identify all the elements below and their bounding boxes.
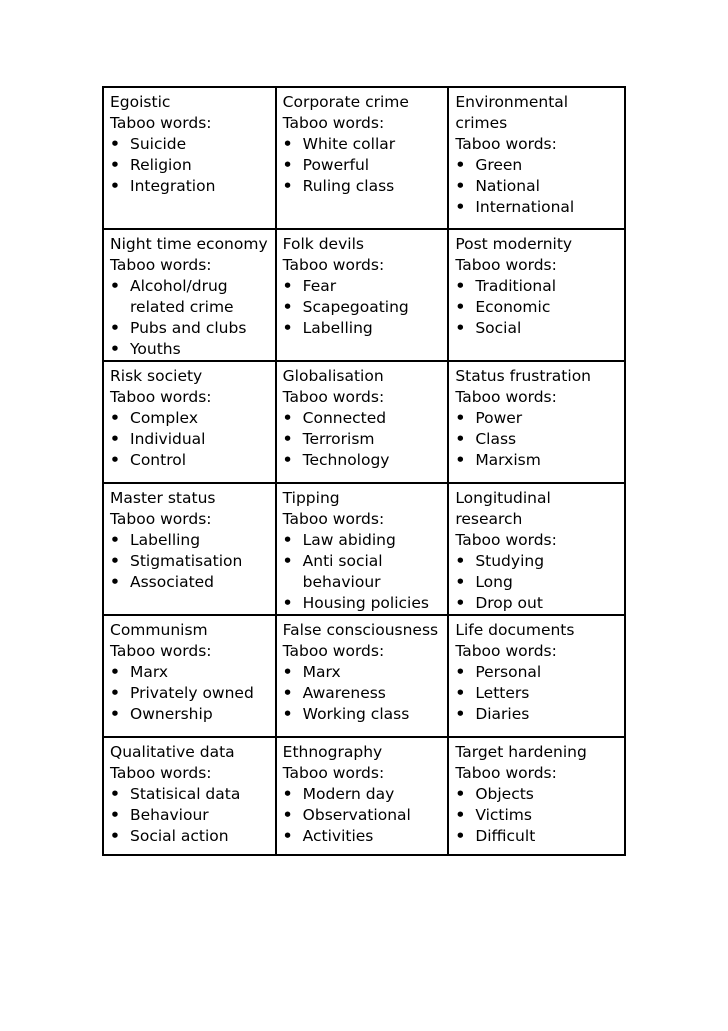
taboo-words-label: Taboo words:: [110, 642, 212, 660]
taboo-word: • Statisical data: [110, 784, 260, 805]
taboo-words-label: Taboo words:: [455, 764, 557, 782]
card-title: Night time economy: [110, 235, 268, 253]
taboo-word-list: [283, 276, 433, 339]
taboo-word-list: [455, 662, 605, 725]
taboo-card: [448, 361, 625, 483]
taboo-card: [448, 737, 625, 855]
taboo-words-label: Taboo words:: [455, 388, 557, 406]
taboo-word: • Integration: [110, 176, 260, 197]
taboo-word: • Working class: [283, 704, 433, 725]
card-title: Post modernity: [455, 235, 573, 253]
taboo-word: • Modern day: [283, 784, 433, 805]
card-title: research: [455, 510, 523, 528]
taboo-word: • Alcohol/drug related crime: [110, 276, 260, 318]
taboo-word: • Privately owned: [110, 683, 260, 704]
card-title: Ethnography: [282, 743, 383, 761]
taboo-word: • Technology: [283, 450, 433, 471]
table-row: [103, 229, 625, 361]
taboo-word-list: [455, 551, 605, 614]
taboo-word: • Economic: [455, 297, 605, 318]
taboo-words-label: Taboo words:: [110, 510, 212, 528]
taboo-word-list: [283, 408, 433, 471]
taboo-word: • Housing policies: [283, 593, 433, 614]
card-title: Environmental: [455, 93, 569, 111]
taboo-card: [448, 615, 625, 737]
taboo-word: • Green: [455, 155, 605, 176]
taboo-word-list: [455, 276, 605, 339]
taboo-word: • Social action: [110, 826, 260, 847]
taboo-word: • Activities: [283, 826, 433, 847]
taboo-word: • Letters: [455, 683, 605, 704]
taboo-words-label: Taboo words:: [282, 642, 385, 660]
taboo-word: • Class: [455, 429, 605, 450]
taboo-word: • Suicide: [110, 134, 260, 155]
card-title: False consciousness: [282, 621, 439, 639]
taboo-card: [448, 483, 625, 615]
taboo-word: • Ruling class: [283, 176, 433, 197]
taboo-word: • Complex: [110, 408, 260, 429]
taboo-word-list: [455, 155, 605, 218]
taboo-word: • Labelling: [283, 318, 433, 339]
taboo-word: • Law abiding: [283, 530, 433, 551]
taboo-word: • Scapegoating: [283, 297, 433, 318]
taboo-card: [276, 483, 449, 615]
card-title: Globalisation: [282, 367, 384, 385]
taboo-word-list: [110, 784, 260, 847]
taboo-words-label: Taboo words:: [282, 764, 385, 782]
taboo-card: [276, 361, 449, 483]
taboo-word: • Marx: [283, 662, 433, 683]
taboo-word: • Drop out: [455, 593, 605, 614]
taboo-card: [103, 361, 276, 483]
taboo-words-label: Taboo words:: [110, 764, 212, 782]
table-row: [103, 361, 625, 483]
taboo-word: • Studying: [455, 551, 605, 572]
taboo-words-label: Taboo words:: [110, 388, 212, 406]
taboo-word: • Behaviour: [110, 805, 260, 826]
table-row: [103, 87, 625, 229]
taboo-word: • Connected: [283, 408, 433, 429]
card-title: Life documents: [455, 621, 575, 639]
taboo-words-label: Taboo words:: [282, 388, 385, 406]
taboo-card: [448, 229, 625, 361]
taboo-words-label: Taboo words:: [455, 256, 557, 274]
taboo-word: • Power: [455, 408, 605, 429]
taboo-word: • Terrorism: [283, 429, 433, 450]
taboo-word: • Objects: [455, 784, 605, 805]
taboo-word: • Awareness: [283, 683, 433, 704]
table-row: [103, 737, 625, 855]
taboo-word: • Long: [455, 572, 605, 593]
taboo-card: [448, 87, 625, 229]
taboo-word: • Observational: [283, 805, 433, 826]
table-row: [103, 615, 625, 737]
taboo-card: [103, 615, 276, 737]
taboo-word: • Marx: [110, 662, 260, 683]
card-title: Status frustration: [455, 367, 591, 385]
taboo-word: • Powerful: [283, 155, 433, 176]
taboo-word: • Fear: [283, 276, 433, 297]
taboo-word: • Youths: [110, 339, 260, 360]
card-title: Egoistic: [110, 93, 171, 111]
taboo-word-list: [283, 134, 433, 197]
taboo-word: • Victims: [455, 805, 605, 826]
taboo-word: • Marxism: [455, 450, 605, 471]
taboo-words-label: Taboo words:: [455, 135, 557, 153]
taboo-card: [276, 615, 449, 737]
card-title: Tipping: [282, 489, 340, 507]
taboo-words-label: Taboo words:: [455, 531, 557, 549]
taboo-card: [276, 737, 449, 855]
taboo-word: • Stigmatisation: [110, 551, 260, 572]
taboo-word: • National: [455, 176, 605, 197]
card-title: Corporate crime: [282, 93, 409, 111]
taboo-word: • Personal: [455, 662, 605, 683]
taboo-word-list: [110, 530, 260, 593]
taboo-cards-table: [102, 86, 626, 856]
taboo-word-list: [110, 408, 260, 471]
taboo-word-list: [455, 784, 605, 847]
taboo-word: • Individual: [110, 429, 260, 450]
taboo-words-label: Taboo words:: [455, 642, 557, 660]
taboo-words-label: Taboo words:: [282, 114, 385, 132]
taboo-card: [103, 483, 276, 615]
taboo-word: • Religion: [110, 155, 260, 176]
card-title: Target hardening: [455, 743, 587, 761]
taboo-card: [276, 87, 449, 229]
taboo-words-label: Taboo words:: [110, 256, 212, 274]
taboo-word: • Diaries: [455, 704, 605, 725]
taboo-word-list: [455, 408, 605, 471]
card-title: crimes: [455, 114, 508, 132]
taboo-word: • Control: [110, 450, 260, 471]
taboo-word-list: [283, 530, 433, 614]
card-title: Folk devils: [282, 235, 364, 253]
taboo-word-list: [110, 662, 260, 725]
taboo-word: • Anti social behaviour: [283, 551, 433, 593]
card-title: Communism: [110, 621, 208, 639]
taboo-word: • Traditional: [455, 276, 605, 297]
taboo-word: • Ownership: [110, 704, 260, 725]
card-title: Risk society: [110, 367, 203, 385]
table-row: [103, 483, 625, 615]
taboo-word: • Difficult: [455, 826, 605, 847]
taboo-word: • White collar: [283, 134, 433, 155]
taboo-words-label: Taboo words:: [282, 510, 385, 528]
card-title: Master status: [110, 489, 216, 507]
card-title: Longitudinal: [455, 489, 551, 507]
taboo-word-list: [283, 784, 433, 847]
card-title: Qualitative data: [110, 743, 235, 761]
taboo-word: • Associated: [110, 572, 260, 593]
taboo-word: • Pubs and clubs: [110, 318, 260, 339]
taboo-word-list: [110, 276, 260, 360]
taboo-card: [276, 229, 449, 361]
taboo-card: [103, 737, 276, 855]
taboo-words-label: Taboo words:: [282, 256, 385, 274]
taboo-word-list: [283, 662, 433, 725]
taboo-word: • International: [455, 197, 605, 218]
taboo-card: [103, 229, 276, 361]
taboo-word: • Labelling: [110, 530, 260, 551]
taboo-word-list: [110, 134, 260, 197]
taboo-word: • Social: [455, 318, 605, 339]
taboo-card: [103, 87, 276, 229]
taboo-words-label: Taboo words:: [110, 114, 212, 132]
